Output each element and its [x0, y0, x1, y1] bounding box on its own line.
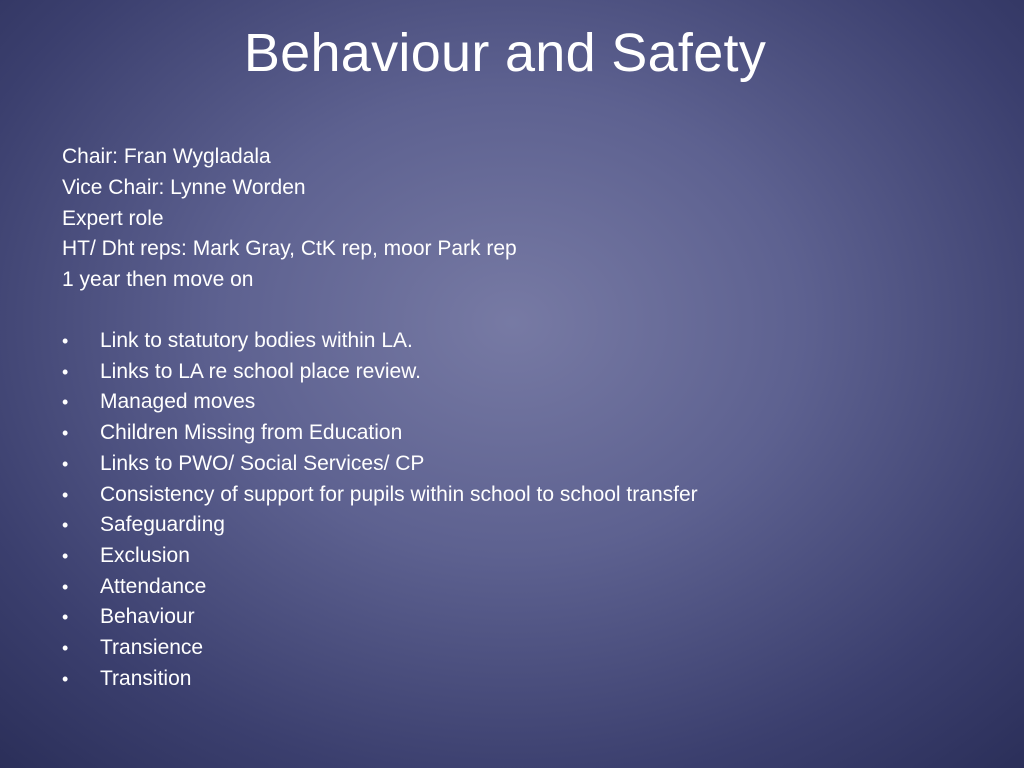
bullet-text: Link to statutory bodies within LA. [100, 329, 413, 352]
bullet-icon: • [62, 515, 69, 536]
bullet-item [62, 572, 698, 603]
bullet-text: Links to PWO/ Social Services/ CP [100, 451, 425, 475]
intro-line-expert-role: Expert role [62, 206, 164, 230]
bullet-text: Attendance [100, 574, 207, 598]
bullet-item [62, 633, 698, 664]
bullet-text: Transition [100, 666, 192, 690]
bullet-text: Children Missing from Education [100, 421, 403, 445]
bullet-icon: • [62, 361, 69, 382]
bullet-icon: • [62, 392, 69, 413]
intro-line-term: 1 year then move on [62, 268, 254, 292]
bullet-icon: • [62, 576, 69, 597]
intro-line-vice-chair: Vice Chair: Lynne Worden [62, 175, 306, 199]
intro-lines [62, 142, 517, 296]
bullet-icon: • [62, 545, 69, 566]
bullet-item [62, 449, 698, 480]
bullet-list [62, 326, 698, 694]
bullet-icon: • [62, 331, 69, 351]
bullet-item [62, 664, 698, 695]
bullet-icon: • [62, 638, 69, 659]
bullet-item [62, 387, 698, 418]
bullet-item [62, 357, 698, 388]
slide-title: Behaviour and Safety [243, 23, 767, 83]
bullet-text: Safeguarding [100, 513, 225, 537]
bullet-text: Links to LA re school place review. [100, 359, 422, 383]
bullet-icon: • [62, 423, 69, 444]
bullet-text: Behaviour [100, 605, 195, 629]
bullet-icon: • [62, 484, 69, 505]
bullet-text: Consistency of support for pupils within school to school transfer [100, 482, 698, 506]
bullet-icon: • [62, 668, 69, 689]
bullet-item [62, 480, 698, 511]
bullet-item [62, 541, 698, 572]
bullet-item [62, 510, 698, 541]
bullet-item [62, 418, 698, 449]
intro-line-chair: Chair: Fran Wygladala [62, 145, 271, 168]
bullet-text: Managed moves [100, 390, 256, 414]
intro-line-reps: HT/ Dht reps: Mark Gray, CtK rep, moor Park rep [62, 237, 517, 261]
bullet-text: Exclusion [100, 543, 190, 567]
bullet-item [62, 326, 698, 357]
bullet-icon: • [62, 607, 69, 628]
bullet-icon: • [62, 453, 69, 474]
bullet-item [62, 602, 698, 633]
bullet-text: Transience [100, 636, 204, 660]
